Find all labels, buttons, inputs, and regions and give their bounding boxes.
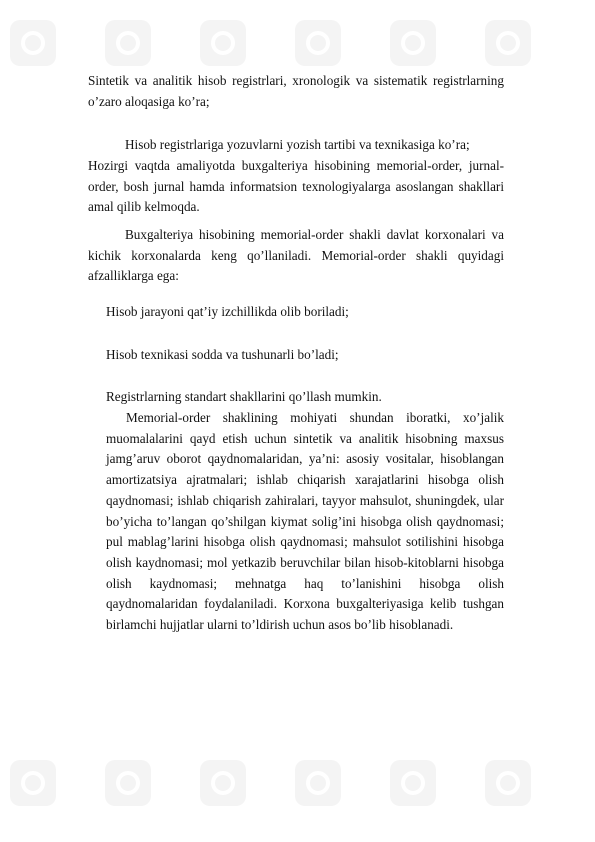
watermark-icon xyxy=(390,760,436,806)
watermark-icon xyxy=(200,760,246,806)
list-item-advantage-1: Hisob jarayoni qat’iy izchillikda olib boriladi; xyxy=(106,304,349,319)
paragraph-registers-technique: Hisob registrlariga yozuvlarni yozish tartibi va texnikasiga ko’ra; xyxy=(125,137,470,152)
paragraph-registers-relation: Sintetik va analitik hisob registrlari, xronologik va sistematik registrlarning o’zaro aloqasiga ko’ra; xyxy=(88,73,504,109)
watermark-icon xyxy=(295,760,341,806)
watermark-icon xyxy=(295,20,341,66)
list-item-advantage-2: Hisob texnikasi sodda va tushunarli bo’ladi; xyxy=(106,347,339,362)
watermark-icon xyxy=(105,20,151,66)
watermark-icon xyxy=(10,760,56,806)
paragraph-accounting-forms: Hozirgi vaqtda amaliyotda buxgalteriya hisobining memorial-order, jurnal-order, bosh jurnal hamda informatsion texnologiyalarga asoslangan shakllari amal qilib kelmoqda. xyxy=(88,158,504,214)
list-item-advantage-3: Registrlarning standart shakllarini qo’llash mumkin. xyxy=(106,389,382,404)
paragraph-memorial-order-essence: Memorial-order shaklining mohiyati shundan iboratki, xo’jalik muomalalarini qayd etish uchun sintetik va analitik hisobning maxsus jamg’aruv oborot qaydnomalaridan, ya’ni: asosiy vositalar, hisoblangan amortizatsiya ajratmalari; ishlab chiqarish xarajatlarini hisobga olish qaydnomasi; ishlab chiqarish zahiralari, tayyor mahsulot, shuningdek, ular bo’yicha to’langan qo’shilgan kiymat solig’ini hisobga olish qaydnomasi; pul mablag’larini hisobga olish qaydnomasi; mahsulot sotilishini hisobga olish kaydnomasi; mol yetkazib beruvchilar bilan hisob-kitoblarni hisobga olish kaydnomasi; mehnatga haq to’lanishini hisobga olish qaydnomalaridan foydalaniladi. Korxona buxgalteriyasiga kelib tushgan birlamchi hujjatlar ularni to’ldirish uchun asos bo’lib hisoblanadi. xyxy=(106,410,504,633)
paragraph-memorial-order-intro: Buxgalteriya hisobining memorial-order shakli davlat korxonalari va kichik korxonalarda keng qo’llaniladi. Memorial-order shakli quyidagi afzalliklarga ega: xyxy=(88,227,504,283)
watermark-icon xyxy=(390,20,436,66)
watermark-icon xyxy=(10,20,56,66)
watermark-icon xyxy=(485,760,531,806)
watermark-icon xyxy=(485,20,531,66)
watermark-row xyxy=(0,760,595,820)
watermark-icon xyxy=(200,20,246,66)
watermark-icon xyxy=(105,760,151,806)
